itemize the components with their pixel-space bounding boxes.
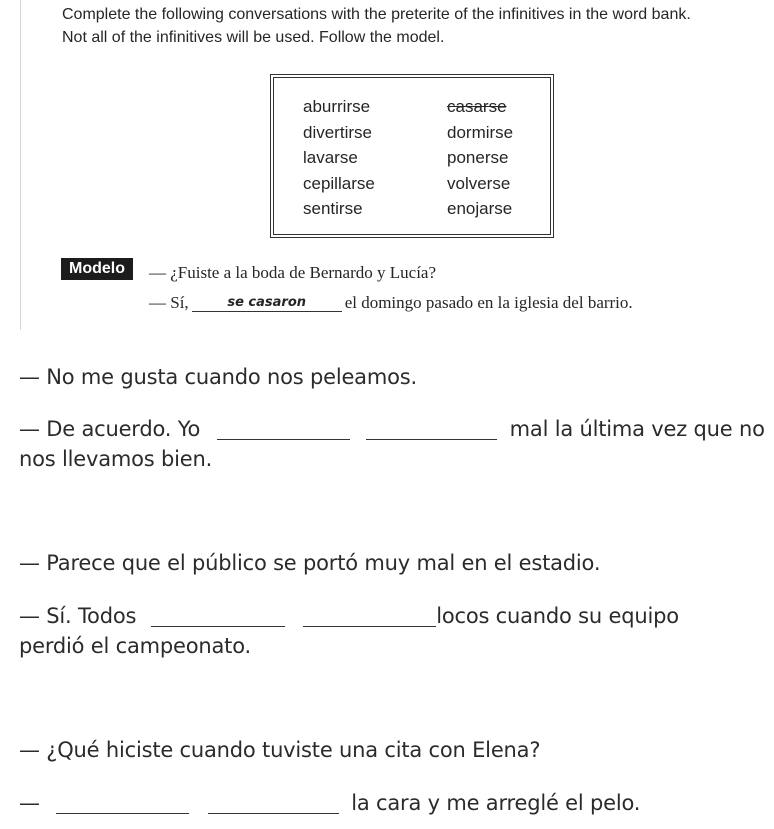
conversation-2-question: — Parece que el público se portó muy mal en el estadio. xyxy=(19,551,601,575)
model-answer-prefix: — Sí, xyxy=(149,293,189,312)
word-bank-item: ponerse xyxy=(447,148,509,167)
word-bank-left-column xyxy=(303,94,375,222)
word-bank-item: volverse xyxy=(447,173,511,193)
conversation-1-answer-line xyxy=(19,414,765,444)
word-bank-right-column xyxy=(447,94,513,222)
conversation-2-blank-1[interactable] xyxy=(151,626,285,627)
conversation-1-question: — No me gusta cuando nos peleamos. xyxy=(19,365,417,389)
conversation-2-answer-line xyxy=(19,601,679,631)
instructions-line-1: Complete the following conversations with the preterite of the infinitives in the word bank. xyxy=(62,6,691,23)
margin-rule xyxy=(20,0,21,330)
word-bank-item: lavarse xyxy=(303,148,358,167)
conversation-2-blank-2[interactable] xyxy=(303,626,436,627)
conversation-3-answer-line xyxy=(19,788,640,818)
instructions xyxy=(62,3,762,49)
conversation-1-blank-2[interactable] xyxy=(366,439,497,440)
word-bank-item: enojarse xyxy=(447,199,513,218)
conversation-3-blank-2[interactable] xyxy=(208,813,339,814)
conversation-3-blank-1[interactable] xyxy=(56,813,189,814)
instructions-line-2: Not all of the infinitives will be used. Follow the model. xyxy=(62,29,445,46)
model-answer-line xyxy=(149,293,633,313)
word-bank-frame xyxy=(273,77,551,235)
conversation-1-answer-prefix: — De acuerdo. Yo xyxy=(19,417,201,441)
conversation-1-blank-1[interactable] xyxy=(217,439,350,440)
conversation-3-question: — ¿Qué hiciste cuando tuviste una cita con Elena? xyxy=(19,738,541,762)
word-bank-item-used: casarse xyxy=(447,97,507,116)
model-answer-suffix: el domingo pasado en la iglesia del barrio. xyxy=(344,293,633,312)
word-bank-item: sentirse xyxy=(303,199,363,218)
word-bank-item: dormirse xyxy=(447,122,514,142)
model-question: — ¿Fuiste a la boda de Bernardo y Lucía? xyxy=(149,263,437,282)
modelo-badge: Modelo xyxy=(61,258,133,280)
conversation-3-answer-suffix: la cara y me arreglé el pelo. xyxy=(351,791,641,815)
word-bank-item: aburrirse xyxy=(303,97,371,116)
model-answer-blank: se casaron xyxy=(192,295,342,312)
conversation-1-answer-continued: nos llevamos bien. xyxy=(19,447,213,471)
conversation-2-answer-prefix: — Sí. Todos xyxy=(19,604,137,628)
word-bank xyxy=(270,74,554,238)
word-bank-item: divertirse xyxy=(303,122,372,142)
conversation-3-answer-prefix: — xyxy=(19,791,40,815)
conversation-2-answer-continued: perdió el campeonato. xyxy=(19,634,251,658)
conversation-1-answer-suffix: mal la última vez que no xyxy=(509,417,765,441)
conversation-2-answer-suffix: locos cuando su equipo xyxy=(436,604,679,628)
word-bank-item: cepillarse xyxy=(303,173,375,193)
